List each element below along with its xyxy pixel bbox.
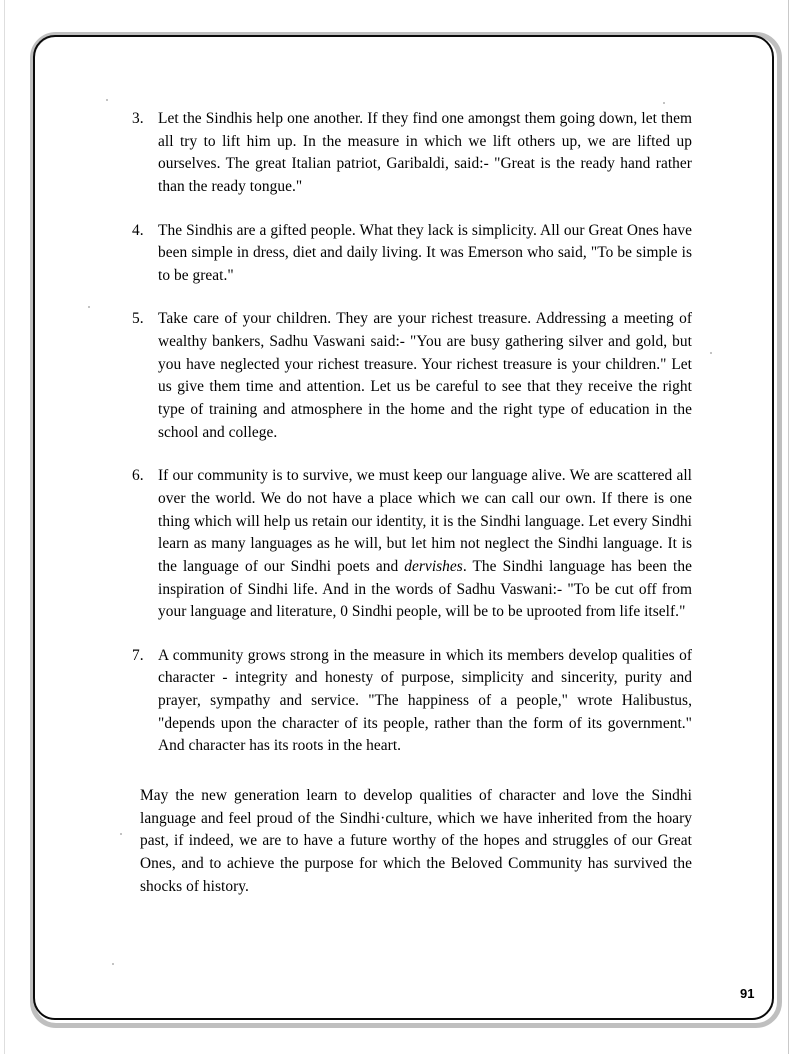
list-item-marker: 3. bbox=[132, 110, 144, 127]
list-item bbox=[132, 645, 692, 758]
list-item bbox=[132, 308, 692, 444]
numbered-points-list bbox=[132, 108, 692, 758]
list-item-marker: 6. bbox=[132, 467, 144, 485]
scan-speck bbox=[106, 99, 108, 101]
list-item-text-segment: If our community is to survive, we must keep our language alive. We are scattered all over the world. We do not have a place which we can call our own. If there is one thing which will help us retain our identity, it is the Sindhi language. Let every Sindhi learn as many languages as he will, but let him not neglect the Sindhi language. It is the language of our Sindhi poets and bbox=[158, 467, 692, 575]
list-item-marker: 7. bbox=[132, 646, 144, 664]
page-edge-artifact bbox=[788, 0, 789, 1054]
list-item-text bbox=[158, 465, 692, 623]
scan-speck bbox=[112, 963, 114, 965]
list-item-text-segment: . The Sindhi language has been the inspiration of Sindhi life. And in the words of Sadhu Vaswani:- "To be cut off from your language and literature, 0 Sindhi people, will be to be uprooted from life itself." bbox=[158, 557, 692, 621]
scan-speck bbox=[663, 102, 665, 104]
closing-paragraph: May the new generation learn to develop qualities of character and love the Sindhi language and feel proud of the Sindhi·culture, which we have inherited from the hoary past, if indeed, we are to have a future worthy of the hopes and struggles of our Great Ones, and to achieve the purpose for which the Beloved Community has survived the shocks of history. bbox=[140, 787, 692, 895]
list-item-text-emphasis: dervishes bbox=[404, 557, 463, 575]
list-item-text: Take care of your children. They are your richest treasure. Addressing a meeting of wealthy bankers, Sadhu Vaswani said:- "You are busy gathering silver and gold, but you have neglected your richest treasure. Your richest treasure is your children." Let us give them time and attention. Let us be careful to see that they receive the right type of training and atmosphere in the home and the right type of education in the school and college. bbox=[158, 310, 692, 441]
list-item-text: A community grows strong in the measure in which its members develop qualities of character - integrity and honesty of purpose, simplicity and sincerity, purity and prayer, sympathy and service. "The happiness of a people," wrote Halibustus, "depends upon the character of its people, rather than the form of its government." And character has its roots in the heart. bbox=[158, 646, 692, 755]
page-content bbox=[132, 108, 692, 914]
scan-speck bbox=[120, 833, 122, 835]
list-item bbox=[132, 220, 692, 288]
scan-speck bbox=[88, 306, 90, 308]
list-item bbox=[132, 465, 692, 623]
list-item-marker: 5. bbox=[132, 310, 144, 328]
list-item-text: The Sindhis are a gifted people. What they lack is simplicity. All our Great Ones have been simple in dress, diet and daily living. It was Emerson who said, "To be simple is to be great." bbox=[158, 221, 692, 284]
page-edge-artifact-left bbox=[4, 0, 5, 1054]
list-item-marker: 4. bbox=[132, 221, 144, 239]
list-item bbox=[132, 108, 692, 199]
list-item-text: Let the Sindhis help one another. If they find one amongst them going down, let them all try to lift him up. In the measure in which we lift others up, we are lifted up ourselves. The great Italian patriot, Garibaldi, said:- "Great is the ready hand rather than the ready tongue." bbox=[158, 110, 692, 195]
scan-speck bbox=[710, 352, 712, 354]
page-number: 91 bbox=[740, 986, 755, 1001]
